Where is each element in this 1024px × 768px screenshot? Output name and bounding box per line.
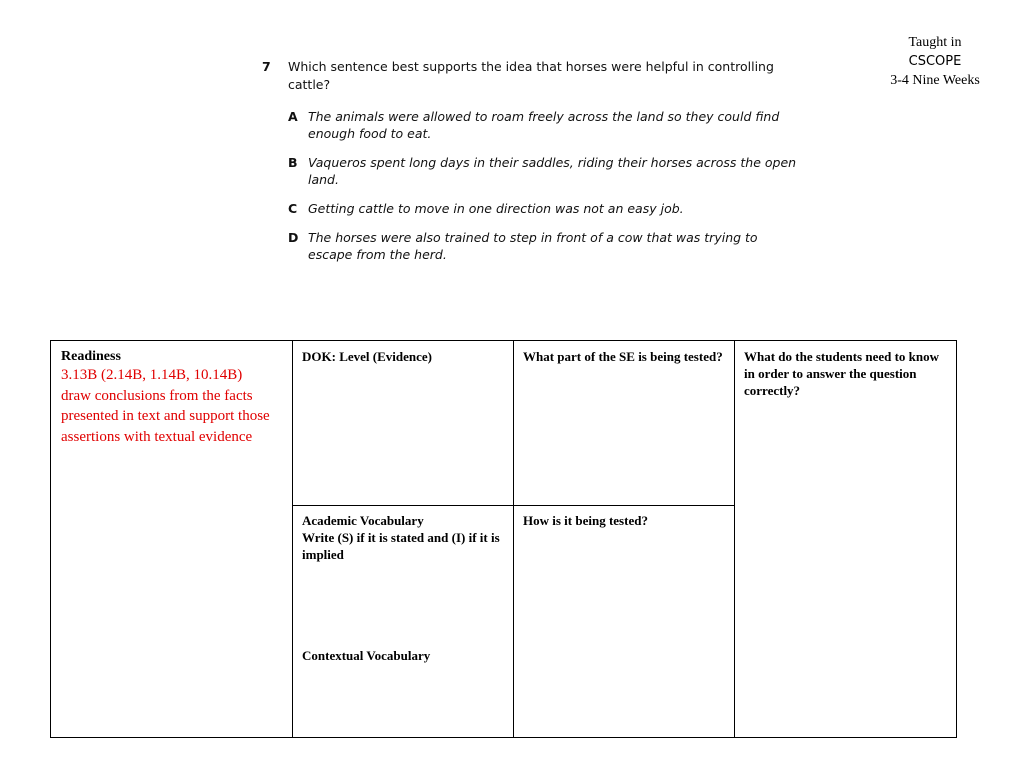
question-text: Which sentence best supports the idea that horses were helpful in controlling cattle? [288,59,774,92]
choice-text: The animals were allowed to roam freely across the land so they could find enough food to eat. [308,109,780,141]
students-need-label: What do the students need to know in order to answer the question correctly? [744,349,940,398]
choice-a [288,108,822,142]
readiness-cell [51,341,292,454]
choice-text: Vaqueros spent long days in their saddles, riding their horses across the open land. [308,155,797,187]
question-block [262,58,822,275]
choice-d [288,229,822,263]
question-stem [262,58,822,94]
se-part-cell [513,341,734,372]
dok-cell [292,341,513,372]
choice-letter: B [288,155,298,170]
standard-code: 3.13B (2.14B, 1.14B, 10.14B) [61,367,243,383]
header-note-line2: CSCOPE [908,54,962,69]
contextual-vocab-label: Contextual Vocabulary [302,648,431,663]
academic-vocab-label: Academic Vocabulary [302,513,424,528]
choice-letter: D [288,230,299,245]
choice-text: Getting cattle to move in one direction was not an easy job. [308,201,684,216]
readiness-label: Readiness [61,349,121,364]
question-number: 7 [262,59,271,74]
choice-letter: A [288,109,298,124]
standard-text: draw conclusions from the facts presented in text and support those assertions with textual evidence [61,387,270,445]
students-need-cell [734,341,956,406]
choice-text: The horses were also trained to step in front of a cow that was trying to escape from the herd. [308,230,758,262]
header-note-line1: Taught in [908,35,962,50]
analysis-table [50,340,957,738]
choice-b [288,154,822,188]
header-note-line3: 3-4 Nine Weeks [890,73,980,88]
how-tested-label: How is it being tested? [523,513,648,528]
vocabulary-cell [292,505,513,737]
how-tested-cell [513,505,734,536]
answer-choices [262,108,822,263]
dok-label: DOK: Level (Evidence) [302,349,432,364]
table-divider [513,341,514,737]
se-part-label: What part of the SE is being tested? [523,349,723,364]
choice-c [288,200,822,217]
write-si-label: Write (S) if it is stated and (I) if it is implied [302,530,500,562]
header-note [870,33,1000,90]
choice-letter: C [288,201,298,216]
